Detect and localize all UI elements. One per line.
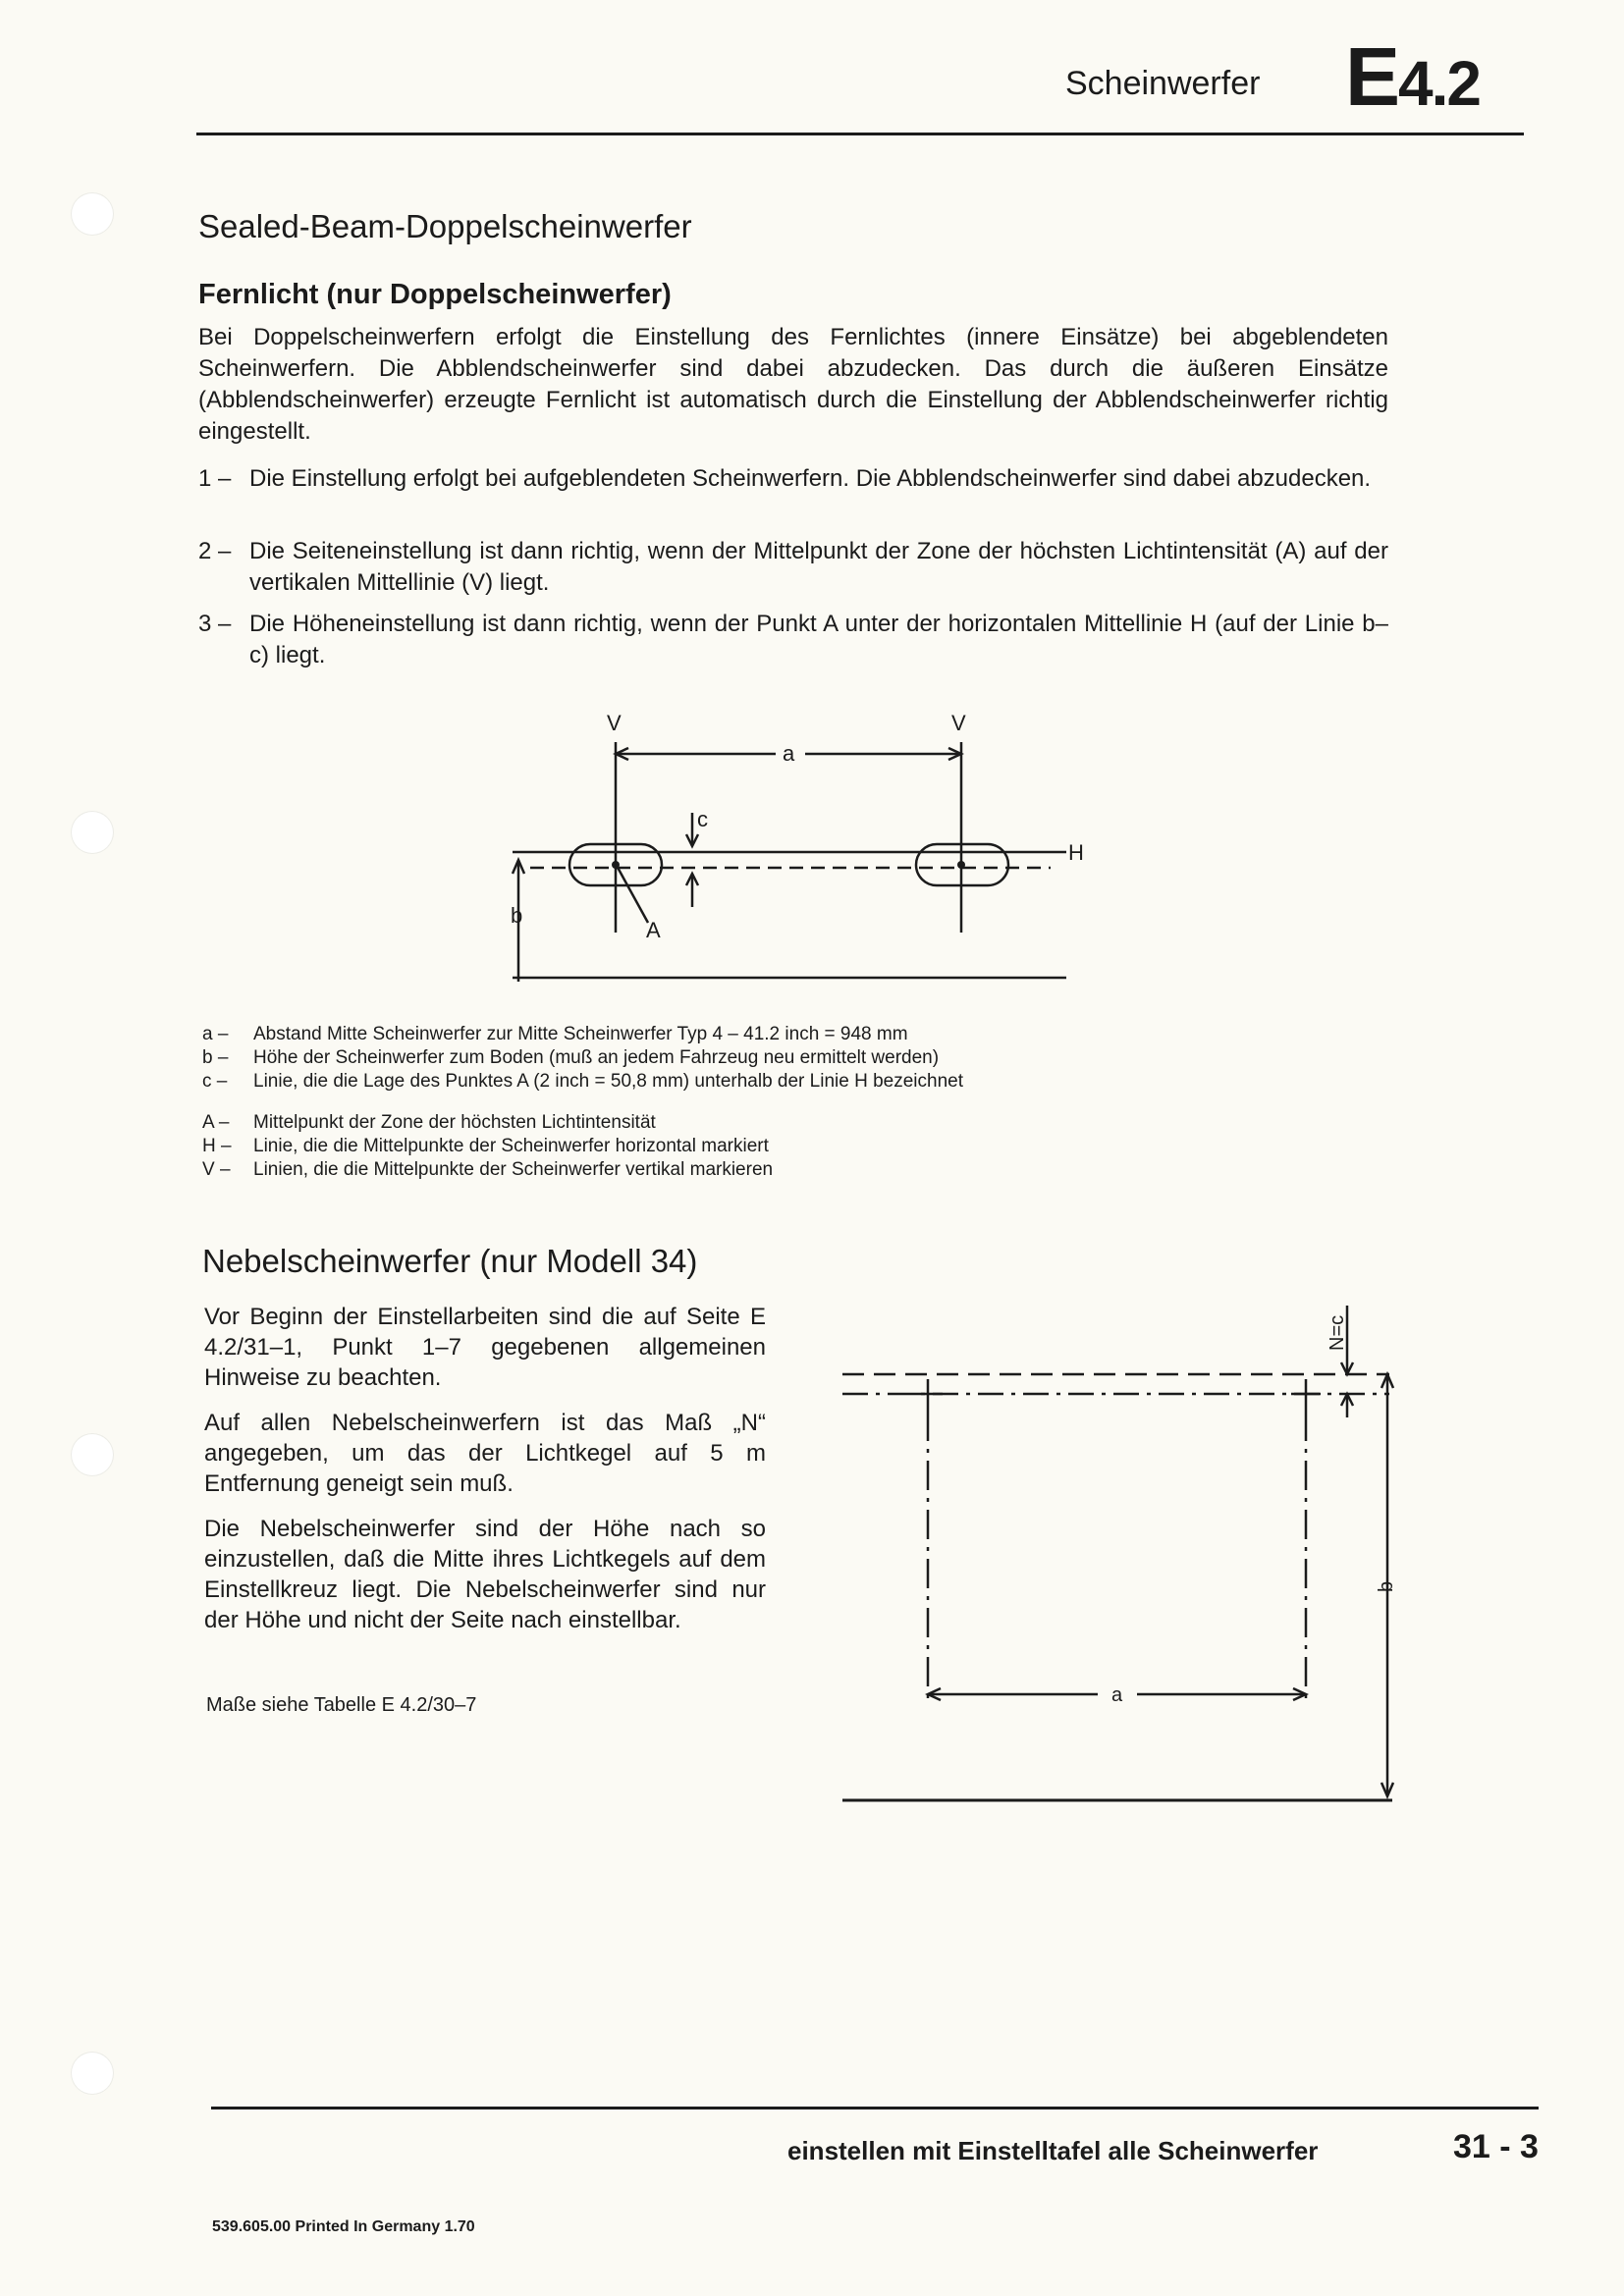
heading-sealed-beam: Sealed-Beam-Doppelscheinwerfer xyxy=(198,208,692,244)
print-info: 539.605.00 Printed In Germany 1.70 xyxy=(212,2218,475,2235)
footer-rule xyxy=(211,2107,1539,2109)
footer-title: einstellen mit Einstelltafel alle Scheinwerfer xyxy=(787,2136,1319,2165)
fog-paragraph-2: Auf allen Nebelscheinwerfern ist das Maß „N“ angegeben, um das der Lichtkegel auf 5 m Entfernung geneigt sein muß. xyxy=(204,1410,766,1497)
legend-row: c – Linie, die die Lage des Punktes A (2 inch = 50,8 mm) unterhalb der Linie H bezeichnet xyxy=(202,1071,963,1092)
label-h: H xyxy=(1068,840,1084,865)
section-title: Scheinwerfer xyxy=(1065,65,1261,102)
section-code-number: 4.2 xyxy=(1398,48,1480,119)
legend-row: V – Linien, die die Mittelpunkte der Scheinwerfer vertikal markieren xyxy=(202,1159,774,1180)
step-text: Die Einstellung erfolgt bei aufgeblendeten Scheinwerfern. Die Abblendscheinwerfer sind dabei abzudecken. xyxy=(249,465,1372,492)
label-a: a xyxy=(783,741,795,766)
legend-row: a – Abstand Mitte Scheinwerfer zur Mitte Scheinwerfer Typ 4 – 41.2 inch = 948 mm xyxy=(202,1024,908,1044)
fog-paragraph-1: Vor Beginn der Einstellarbeiten sind die auf Seite E 4.2/31–1, Punkt 1–7 gegebenen allgemeinen Hinweise zu beachten. xyxy=(204,1304,766,1391)
step-number: 2 – xyxy=(198,538,232,564)
label-n-c: N=c xyxy=(1326,1314,1348,1351)
section-code-letter: E xyxy=(1345,30,1399,123)
step-text: Die Höheneinstellung ist dann richtig, wenn der Punkt A unter der horizontalen Mittellinie H (auf der Linie b–c) liegt. xyxy=(249,611,1388,668)
legend-row: H – Linie, die die Mittelpunkte der Scheinwerfer horizontal markiert xyxy=(202,1136,769,1156)
intro-paragraph: Bei Doppelscheinwerfern erfolgt die Einstellung des Fernlichtes (innere Einsätze) bei abgeblendeten Scheinwerfern. Die Abblendscheinwerfer sind dabei abzudecken. Das durch die äußeren Einsätze (Abblendscheinwerfer) erzeugte Fernlicht ist automatisch durch die Einstellung der Abblendscheinwerfer richtig eingestellt. xyxy=(198,324,1388,445)
fog-paragraph-3: Die Nebelscheinwerfer sind der Höhe nach so einzustellen, daß die Mitte ihres Lichtkegels auf dem Einstellkreuz liegt. Die Nebelscheinwerfer sind nur der Höhe und nicht der Seite nach einstellbar. xyxy=(204,1516,766,1633)
step-text: Die Seiteneinstellung ist dann richtig, wenn der Mittelpunkt der Zone der höchsten Lichtintensität (A) auf der vertikalen Mittellinie (V) liegt. xyxy=(249,538,1388,596)
label-c: c xyxy=(697,807,708,831)
heading-fog-lights: Nebelscheinwerfer (nur Modell 34) xyxy=(202,1243,698,1279)
label-a-fog: a xyxy=(1111,1684,1123,1706)
page-number: 31 - 3 xyxy=(1453,2128,1539,2165)
label-v-right: V xyxy=(951,711,966,735)
label-v-left: V xyxy=(607,711,622,735)
legend-row: A – Mittelpunkt der Zone der höchsten Lichtintensität xyxy=(202,1112,656,1133)
label-b: b xyxy=(511,903,523,928)
step-number: 1 – xyxy=(198,465,232,492)
step-number: 3 – xyxy=(198,611,232,637)
subheading-fernlicht: Fernlicht (nur Doppelscheinwerfer) xyxy=(198,279,672,310)
legend-row: b – Höhe der Scheinwerfer zum Boden (muß an jedem Fahrzeug neu ermittelt werden) xyxy=(202,1047,940,1068)
label-b-fog: b xyxy=(1376,1580,1397,1592)
fog-note: Maße siehe Tabelle E 4.2/30–7 xyxy=(206,1694,477,1716)
label-point-a: A xyxy=(646,918,661,942)
